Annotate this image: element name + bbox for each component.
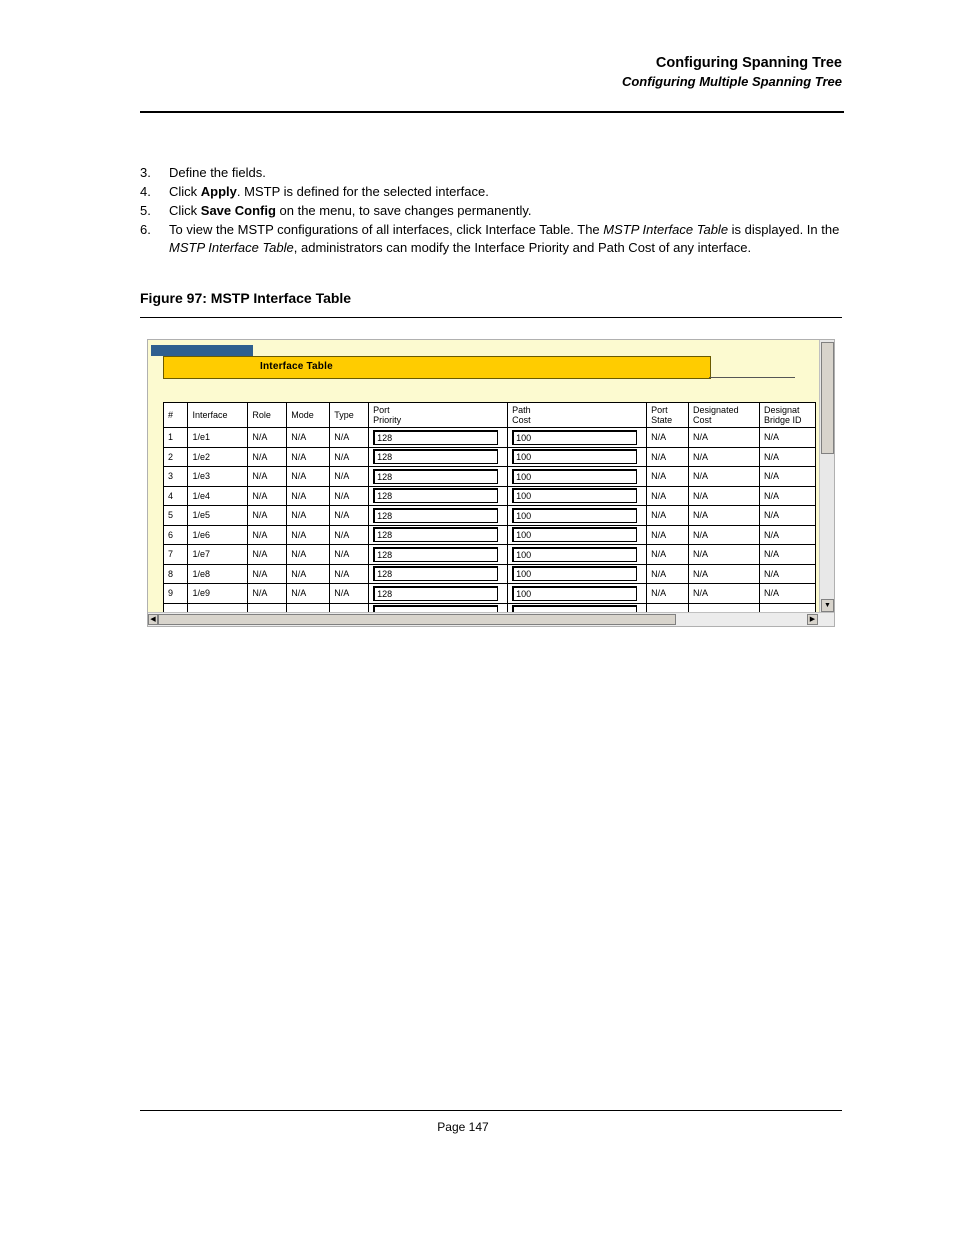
cell-state [647, 603, 689, 612]
page-number: Page 147 [437, 1120, 489, 1134]
column-header: Path Cost [508, 403, 647, 428]
horizontal-scrollbar[interactable] [148, 612, 834, 626]
cell-dbridge: N/A [759, 486, 815, 506]
cell-dcost: N/A [689, 584, 760, 604]
cell-num: 3 [164, 467, 188, 487]
table-row [164, 603, 816, 612]
cell-iface [188, 603, 248, 612]
step-text: Click [169, 184, 201, 199]
cell-iface: 1/e4 [188, 486, 248, 506]
step-emphasis: MSTP Interface Table [603, 222, 729, 237]
column-header: Mode [287, 403, 330, 428]
cell-iface: 1/e6 [188, 525, 248, 545]
cell-num: 4 [164, 486, 188, 506]
port-priority-input[interactable]: 128 [373, 566, 498, 581]
cell-dcost: N/A [689, 545, 760, 565]
cell-dbridge [759, 603, 815, 612]
cell-dbridge: N/A [759, 506, 815, 526]
cell-num: 2 [164, 447, 188, 467]
page-header-subtitle: Configuring Multiple Spanning Tree [621, 74, 842, 89]
step-text: is displayed. In the [728, 222, 840, 237]
cell-cost [508, 525, 647, 545]
interface-grid [163, 402, 816, 612]
cell-type: N/A [330, 584, 369, 604]
cell-iface: 1/e3 [188, 467, 248, 487]
cell-state: N/A [647, 506, 689, 526]
cell-priority [369, 545, 508, 565]
cell-type: N/A [330, 506, 369, 526]
table-title-bar [163, 356, 711, 379]
cell-iface: 1/e1 [188, 428, 248, 448]
cell-priority [369, 467, 508, 487]
column-header: Port Priority [369, 403, 508, 428]
table-row [164, 564, 816, 584]
step-text: . MSTP is defined for the selected interface. [236, 184, 489, 199]
cell-type: N/A [330, 486, 369, 506]
cell-iface: 1/e8 [188, 564, 248, 584]
interface-table [164, 402, 816, 612]
cell-type [330, 603, 369, 612]
vertical-scroll-thumb[interactable] [821, 342, 834, 454]
cell-mode [287, 603, 330, 612]
path-cost-input[interactable]: 100 [512, 566, 637, 581]
path-cost-input[interactable]: 100 [512, 508, 637, 523]
cell-mode: N/A [287, 525, 330, 545]
cell-role: N/A [248, 447, 287, 467]
cell-type: N/A [330, 428, 369, 448]
cell-state: N/A [647, 447, 689, 467]
cell-iface: 1/e5 [188, 506, 248, 526]
cell-cost [508, 447, 647, 467]
cell-state: N/A [647, 584, 689, 604]
column-header: Role [248, 403, 287, 428]
cell-role [248, 603, 287, 612]
cell-cost [508, 603, 647, 612]
cell-role: N/A [248, 486, 287, 506]
title-underline [709, 377, 795, 378]
cell-mode: N/A [287, 564, 330, 584]
cell-mode: N/A [287, 467, 330, 487]
table-row [164, 447, 816, 467]
step-number: 5. [140, 203, 151, 218]
cell-num: 1 [164, 428, 188, 448]
cell-priority [369, 584, 508, 604]
step-3 [140, 164, 844, 182]
port-priority-input[interactable]: 128 [373, 508, 498, 523]
cell-priority [369, 447, 508, 467]
footer-rule [140, 1110, 842, 1111]
cell-cost [508, 564, 647, 584]
step-keyword: Apply [200, 184, 237, 199]
cell-dbridge: N/A [759, 467, 815, 487]
cell-dcost: N/A [689, 564, 760, 584]
step-5 [140, 202, 844, 220]
cell-iface: 1/e2 [188, 447, 248, 467]
page-header-title: Configuring Spanning Tree [655, 55, 842, 71]
table-row [164, 428, 816, 448]
figure-caption: Figure 97: MSTP Interface Table [140, 290, 352, 306]
cell-priority [369, 564, 508, 584]
path-cost-input[interactable]: 100 [512, 449, 637, 464]
horizontal-scroll-thumb[interactable] [158, 614, 676, 625]
step-number: 6. [140, 222, 151, 237]
table-row [164, 506, 816, 526]
vertical-scrollbar[interactable] [819, 340, 834, 612]
step-keyword: Save Config [200, 203, 276, 218]
path-cost-input[interactable]: 100 [512, 488, 637, 503]
cell-dbridge: N/A [759, 564, 815, 584]
table-title: Interface Table [260, 361, 333, 372]
cell-type: N/A [330, 447, 369, 467]
cell-state: N/A [647, 545, 689, 565]
cell-state: N/A [647, 525, 689, 545]
column-header: # [164, 403, 188, 428]
port-priority-input[interactable]: 128 [373, 430, 498, 445]
cell-iface: 1/e9 [188, 584, 248, 604]
table-row [164, 467, 816, 487]
step-text: Click [169, 203, 201, 218]
port-priority-input[interactable]: 128 [373, 547, 498, 562]
scroll-down-arrow-icon[interactable]: ▼ [821, 599, 834, 612]
column-header: Port State [647, 403, 689, 428]
cell-role: N/A [248, 506, 287, 526]
step-text: on the menu, to save changes permanently. [275, 203, 532, 218]
cell-mode: N/A [287, 584, 330, 604]
cell-mode: N/A [287, 506, 330, 526]
cell-cost [508, 467, 647, 487]
path-cost-input[interactable]: 100 [512, 586, 637, 601]
cell-mode: N/A [287, 428, 330, 448]
cell-dbridge: N/A [759, 428, 815, 448]
cell-dcost: N/A [689, 467, 760, 487]
cell-dbridge: N/A [759, 545, 815, 565]
step-emphasis: MSTP Interface Table [169, 240, 294, 255]
header-rule [140, 111, 844, 113]
cell-role: N/A [248, 525, 287, 545]
column-header: Interface [188, 403, 248, 428]
cell-dcost: N/A [689, 506, 760, 526]
cell-role: N/A [248, 428, 287, 448]
cell-mode: N/A [287, 486, 330, 506]
cell-priority [369, 506, 508, 526]
cell-dcost [689, 603, 760, 612]
port-priority-input[interactable]: 128 [373, 488, 498, 503]
cell-dcost: N/A [689, 486, 760, 506]
cell-type: N/A [330, 467, 369, 487]
step-number: 3. [140, 165, 151, 180]
cell-priority [369, 428, 508, 448]
table-row [164, 486, 816, 506]
cell-iface: 1/e7 [188, 545, 248, 565]
cell-state: N/A [647, 486, 689, 506]
cell-num [164, 603, 188, 612]
cell-num: 8 [164, 564, 188, 584]
column-header: Designat Bridge ID [759, 403, 815, 428]
cell-cost [508, 486, 647, 506]
cell-cost [508, 428, 647, 448]
cell-priority [369, 603, 508, 612]
column-header: Type [330, 403, 369, 428]
table-row [164, 545, 816, 565]
cell-num: 9 [164, 584, 188, 604]
cell-role: N/A [248, 467, 287, 487]
cell-num: 6 [164, 525, 188, 545]
step-number: 4. [140, 184, 151, 199]
path-cost-input[interactable]: 100 [512, 430, 637, 445]
cell-type: N/A [330, 525, 369, 545]
cell-dbridge: N/A [759, 447, 815, 467]
cell-state: N/A [647, 428, 689, 448]
port-priority-input[interactable]: 128 [373, 449, 498, 464]
cell-cost [508, 506, 647, 526]
path-cost-input[interactable]: 100 [512, 527, 637, 542]
mstp-screenshot [147, 339, 835, 627]
cell-dcost: N/A [689, 447, 760, 467]
table-row [164, 584, 816, 604]
cell-state: N/A [647, 467, 689, 487]
path-cost-input[interactable] [512, 605, 637, 612]
cell-priority [369, 525, 508, 545]
steps-list [140, 164, 844, 258]
port-priority-input[interactable]: 128 [373, 469, 498, 484]
step-text: , administrators can modify the Interface Priority and Path Cost of any interface. [293, 240, 752, 255]
cell-cost [508, 545, 647, 565]
step-text: To view the MSTP configurations of all interfaces, click Interface Table. The [169, 222, 604, 237]
cell-state: N/A [647, 564, 689, 584]
column-header: Designated Cost [689, 403, 760, 428]
port-priority-input[interactable] [373, 605, 498, 612]
table-header-row [164, 403, 816, 428]
cell-dcost: N/A [689, 428, 760, 448]
port-priority-input[interactable]: 128 [373, 527, 498, 542]
step-4 [140, 183, 844, 201]
nav-tab[interactable] [151, 345, 253, 356]
cell-role: N/A [248, 545, 287, 565]
scroll-right-arrow-icon[interactable]: ▶ [807, 614, 818, 625]
cell-type: N/A [330, 564, 369, 584]
path-cost-input[interactable]: 100 [512, 469, 637, 484]
cell-dbridge: N/A [759, 525, 815, 545]
path-cost-input[interactable]: 100 [512, 547, 637, 562]
cell-dcost: N/A [689, 525, 760, 545]
cell-role: N/A [248, 564, 287, 584]
scroll-left-arrow-icon[interactable]: ◀ [148, 614, 158, 625]
cell-type: N/A [330, 545, 369, 565]
cell-mode: N/A [287, 447, 330, 467]
cell-num: 7 [164, 545, 188, 565]
cell-mode: N/A [287, 545, 330, 565]
cell-role: N/A [248, 584, 287, 604]
cell-priority [369, 486, 508, 506]
port-priority-input[interactable]: 128 [373, 586, 498, 601]
figure-rule [140, 317, 842, 318]
cell-num: 5 [164, 506, 188, 526]
cell-dbridge: N/A [759, 584, 815, 604]
table-row [164, 525, 816, 545]
cell-cost [508, 584, 647, 604]
step-text: Define the fields. [169, 165, 266, 180]
step-6 [140, 221, 844, 257]
